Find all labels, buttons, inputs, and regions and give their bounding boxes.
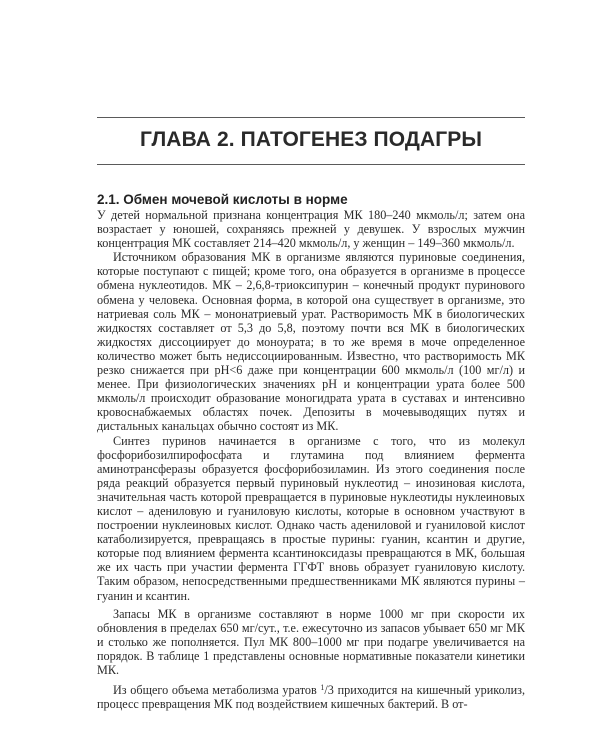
chapter-bottom-rule: [97, 164, 525, 165]
paragraph-text: /3 приходится на кишечный уриколиз, процесс превращения МК под воздействием кишечных бактерий. В от-: [97, 683, 526, 712]
paragraph-text: Из общего объема метаболизма уратов: [113, 683, 321, 698]
fraction-numerator: 1: [320, 683, 325, 693]
body-text: [97, 208, 525, 711]
paragraph: Источником образования МК в организме являются пуриновые соединения, которые поступают с пищей; кроме того, она образуется в организме в процессе обмена нуклеотидов. МК – 2,6,8-триоксипурин – конечный продукт пуринового обмена у человека. Основная форма, в которой она существует в организме, это натриевая соль МК – мононатриевый урат. Растворимость МК в биологических жидкостях составляет от 5,3 до 5,8, поэтому почти вся МК в биологических жидкостях диссоциирует до моноурата; в то же время в моче определенное количество может быть недиссоциированным. Известно, что растворимость МК резко снижается при pH<6 даже при концентрации 600 мкмоль/л (100 мг/л) и менее. При физиологических значениях pH и концентрации урата более 500 мкмоль/л происходит образование моногидрата урата в суставах и интенсивно кровоснабжаемых областях почек. Депозиты в мочевыводящих путях и дистальных канальцах обычно состоят из МК.: [97, 250, 525, 434]
paragraph: Синтез пуринов начинается в организме с того, что из молекул фосфорибозилпирофосфата и глутамина под влиянием фермента аминотрансферазы образуется фосфорибозиламин. Из этого соединения после ряда реакций образуется первый пуриновый нуклеотид – инозиновая кислота, значительная часть которой превращается в пуриновые нуклеотиды нуклеиновых кислот – адениловую и гуаниловую кислоты, которые в основном участвуют в построении нуклеиновых кислот. Однако часть адениловой и гуаниловой кислот катаболизируется, превращаясь в простые пурины: гуанин, ксантин и другие, которые под влиянием фермента ксантиноксидазы превращаются в МК, большая же их часть при участии фермента ГГФТ вновь образует гуаниловую кислоту. Таким образом, непосредственными предшественниками МК являются пурины – гуанин и ксантин.: [97, 433, 525, 603]
paragraph: Запасы МК в организме составляют в норме 1000 мг при скорости их обновления в пределах 650 мг/сут., т.е. ежесуточно из запасов убывает 650 мг МК и столько же пополняется. Пул МК 800–1000 мг при подагре увеличивается на порядок. В таблице 1 представлены основные нормативные показатели кинетики МК.: [97, 606, 525, 677]
chapter-title: ГЛАВА 2. ПАТОГЕНЕЗ ПОДАГРЫ: [139, 128, 483, 151]
paragraph: У детей нормальной признана концентрация МК 180–240 мкмоль/л; затем она возрастает у юношей, сохраняясь прежней у девушек. У взрослых мужчин концентрация МК составляет 214–420 мкмоль/л, у женщин – 149–360 мкмоль/л.: [97, 208, 525, 251]
section-heading: 2.1. Обмен мочевой кислоты в норме: [97, 192, 348, 207]
paragraph-last: [97, 681, 525, 711]
chapter-top-rule: [97, 117, 525, 118]
